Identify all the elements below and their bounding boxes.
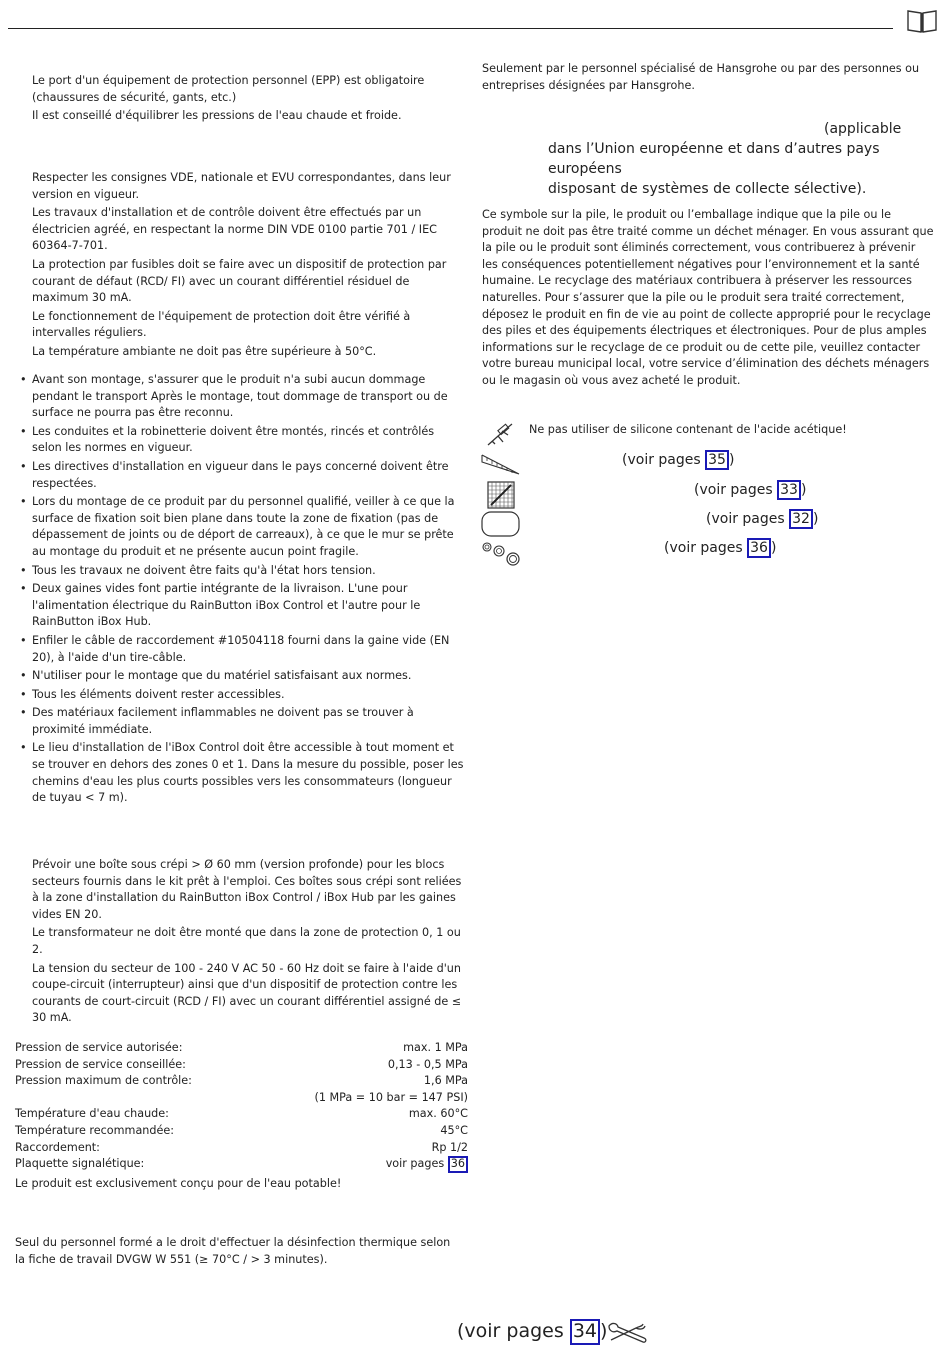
spec-label: Pression maximum de contrôle: (15, 1074, 192, 1088)
list-item: • Lors du montage de ce produit par du personnel qualifié, veiller à ce que la surface de fixation soit bien plane dans toute la zone de fixation (pas de dépassement de joints ou de déport de carreaux), à ce que le mur se prête au montage du produit et ne présente aucun point fragile. (32, 494, 466, 560)
ref-33 (694, 480, 806, 500)
electrical-section (32, 170, 466, 363)
disposal-line: dans l’Union européenne et dans d’autres pays européens (548, 141, 880, 177)
parts-icon (481, 540, 521, 568)
spec-value: 0,13 - 0,5 MPa (387, 1057, 468, 1071)
spec-label: Pression de service conseillée: (15, 1057, 186, 1071)
assembly-list (32, 372, 466, 809)
manual-book-icon (906, 8, 938, 34)
header-rule (8, 28, 893, 29)
ref-prefix: (voir pages (622, 452, 706, 468)
disposal-line: disposant de systèmes de collecte sélective). (548, 181, 867, 197)
spec-row (15, 1073, 468, 1090)
list-item: • Avant son montage, s'assurer que le produit n'a subi aucun dommage pendant le transport Après le montage, tout dommage de transport ou de surface ne pourra pas être reconnu. (32, 372, 466, 422)
service-text: Seulement par le personnel spécialisé de Hansgrohe ou par des personnes ou entreprises désignées par Hansgrohe. (482, 62, 920, 92)
spec-row (15, 1140, 468, 1157)
spec-value: max. 60°C (408, 1107, 468, 1121)
spec-value (386, 1156, 468, 1173)
electrical-line: Respecter les consignes VDE, nationale et EVU correspondantes, dans leur version en vigueur. (32, 171, 451, 201)
disposal-applicable: (applicable (824, 121, 902, 137)
safety-line: Il est conseillé d'équilibrer les pressions de l'eau chaude et froide. (32, 109, 402, 123)
list-item: • Les conduites et la robinetterie doivent être montés, rincés et contrôlés selon les normes en vigueur. (32, 424, 466, 457)
list-item: • Enfiler le câble de raccordement #10504118 fourni dans la gaine vide (EN 20), à l'aide d'un tire-câble. (32, 633, 466, 666)
page-link-35[interactable]: 35 (705, 450, 729, 470)
rounded-panel-icon (481, 511, 521, 537)
list-item: • N'utiliser pour le montage que du matériel satisfaisant aux normes. (32, 668, 466, 685)
silicone-gun-icon (484, 421, 516, 449)
list-item: • Tous les travaux ne doivent être faits qu'à l'état hors tension. (32, 563, 466, 580)
list-item: • Des matériaux facilement inflammables ne doivent pas se trouver à proximité immédiate. (32, 705, 466, 738)
electrical-line: Le fonctionnement de l'équipement de protection doit être vérifié à intervalles réguliers. (32, 309, 411, 340)
list-item: • Deux gaines vides font partie intégrante de la livraison. L'une pour l'alimentation électrique du RainButton iBox Control et l'autre pour le RainButton iBox Hub. (32, 581, 466, 631)
spec-row (15, 1057, 468, 1074)
list-item: • Tous les éléments doivent rester accessibles. (32, 687, 466, 704)
list-item: • Le lieu d'installation de l'iBox Control doit être accessible à tout moment et se trouver en dehors des zones 0 et 1. Dans la mesure du possible, poser les chemins d'eau les plus courts possibles vers les consommateurs (longueur de tuyau < 7 m). (32, 740, 466, 806)
ref-suffix: ) (770, 540, 777, 556)
power-section (32, 857, 468, 1029)
spec-label: Température recommandée: (15, 1123, 175, 1137)
spec-label: Plaquette signalétique: (15, 1157, 145, 1171)
plate-ref-prefix: voir pages (385, 1157, 445, 1171)
spec-row (15, 1090, 468, 1107)
electrical-line: La température ambiante ne doit pas être supérieure à 50°C. (32, 344, 377, 358)
ref-32 (706, 509, 818, 529)
spec-row (15, 1123, 468, 1140)
safety-section (32, 73, 466, 127)
ref-suffix: ) (728, 452, 735, 468)
ref-35 (622, 450, 734, 470)
disinfection-text: Seul du personnel formé a le droit d'effectuer la désinfection thermique selon la fiche de travail DVGW W 551 (≥ 70°C / > 3 minutes). (15, 1236, 451, 1266)
spec-label: Raccordement: (15, 1140, 100, 1154)
ref-suffix: ) (812, 511, 819, 527)
power-line: Le transformateur ne doit être monté que dans la zone de protection 0, 1 ou 2. (32, 926, 461, 956)
bottom-ref-prefix: (voir pages (457, 1320, 570, 1342)
page-link-32[interactable]: 32 (789, 509, 813, 529)
spec-row (15, 1040, 468, 1057)
spec-value: max. 1 MPa (403, 1041, 468, 1054)
electrical-line: Les travaux d'installation et de contrôle doivent être effectués par un électricien agréé, en respectant la norme DIN VDE 0100 partie 701 / IEC 60364-7-701. (32, 206, 437, 253)
ref-prefix: (voir pages (694, 482, 778, 498)
disposal-heading (548, 119, 938, 199)
spec-value: (1 MPa = 10 bar = 147 PSI) (314, 1090, 468, 1104)
spec-value: 1,6 MPa (423, 1074, 468, 1088)
grid-template-icon (487, 481, 515, 509)
potable-note: Le produit est exclusivement conçu pour de l'eau potable! (15, 1176, 342, 1190)
specs-table (15, 1040, 468, 1192)
power-line: La tension du secteur de 100 - 240 V AC 50 - 60 Hz doit se faire à l'aide d'un coupe-circuit (interrupteur) ainsi que d'un dispositif de protection contre les courants de court-circuit (RCD / FI) avec un courant différentiel assigné de ≤ 30 mA. (32, 961, 462, 1025)
spec-label: Température d'eau chaude: (15, 1107, 169, 1121)
power-line: Prévoir une boîte sous crépi > Ø 60 mm (version profonde) pour les blocs secteurs fournis dans le kit prêt à l'emploi. Ces boîtes sous crépi sont reliées à la zone d'installation du RainButton iBox Control / iBox Hub par les gaines vides EN 20. (32, 858, 462, 921)
bottom-page-ref (457, 1319, 607, 1345)
spec-row (15, 1156, 468, 1173)
page-link-36[interactable]: 36 (747, 538, 771, 558)
page-link-34[interactable]: 34 (570, 1319, 600, 1345)
safety-line: Le port d'un équipement de protection personnel (EPP) est obligatoire (chaussures de sécurité, gants, etc.) (32, 74, 425, 104)
page-link-33[interactable]: 33 (777, 480, 801, 500)
ref-prefix: (voir pages (706, 511, 790, 527)
disposal-text: Ce symbole sur la pile, le produit ou l’emballage indique que la pile ou le produit ne doit pas être traité comme un déchet ménager. En vous assurant que la pile ou le produit sont éliminés correctement, vous contribuerez à prévenir les conséquences potentiellement négatives pour l’environnement et la santé humaine. Le recyclage des matériaux contribuera à préserver les ressources naturelles. Pour s’assurer que la pile ou le produit sera traité correctement, déposez le produit en fin de vie au point de collecte approprié pour le recyclage des piles et des équipements électriques et électroniques. Pour de plus amples informations sur le recyclage de ce produit ou de cette pile, veuillez contacter votre bureau municipal local, votre service d’élimination des déchets ménagers ou le magasin où vous avez acheté le produit. (482, 208, 934, 387)
list-item: • Les directives d'installation en vigueur dans le pays concerné doivent être respectées. (32, 459, 466, 492)
page-link-36[interactable]: 36 (448, 1156, 468, 1173)
ref-36 (664, 538, 776, 558)
spec-label: Pression de service autorisée: (15, 1041, 183, 1054)
wrench-icon (606, 1320, 648, 1346)
electrical-line: La protection par fusibles doit se faire avec un dispositif de protection par courant de défaut (RCD/ FI) avec un courant différentiel résiduel de maximum 30 mA. (32, 257, 447, 305)
spec-value: 45°C (440, 1123, 468, 1137)
ref-suffix: ) (800, 482, 807, 498)
spec-row (15, 1106, 468, 1123)
silicone-note: Ne pas utiliser de silicone contenant de l'acide acétique! (529, 423, 847, 436)
ruler-icon (481, 452, 521, 476)
ref-prefix: (voir pages (664, 540, 748, 556)
spec-value: Rp 1/2 (431, 1140, 468, 1154)
bottom-ref-suffix: ) (600, 1320, 608, 1342)
